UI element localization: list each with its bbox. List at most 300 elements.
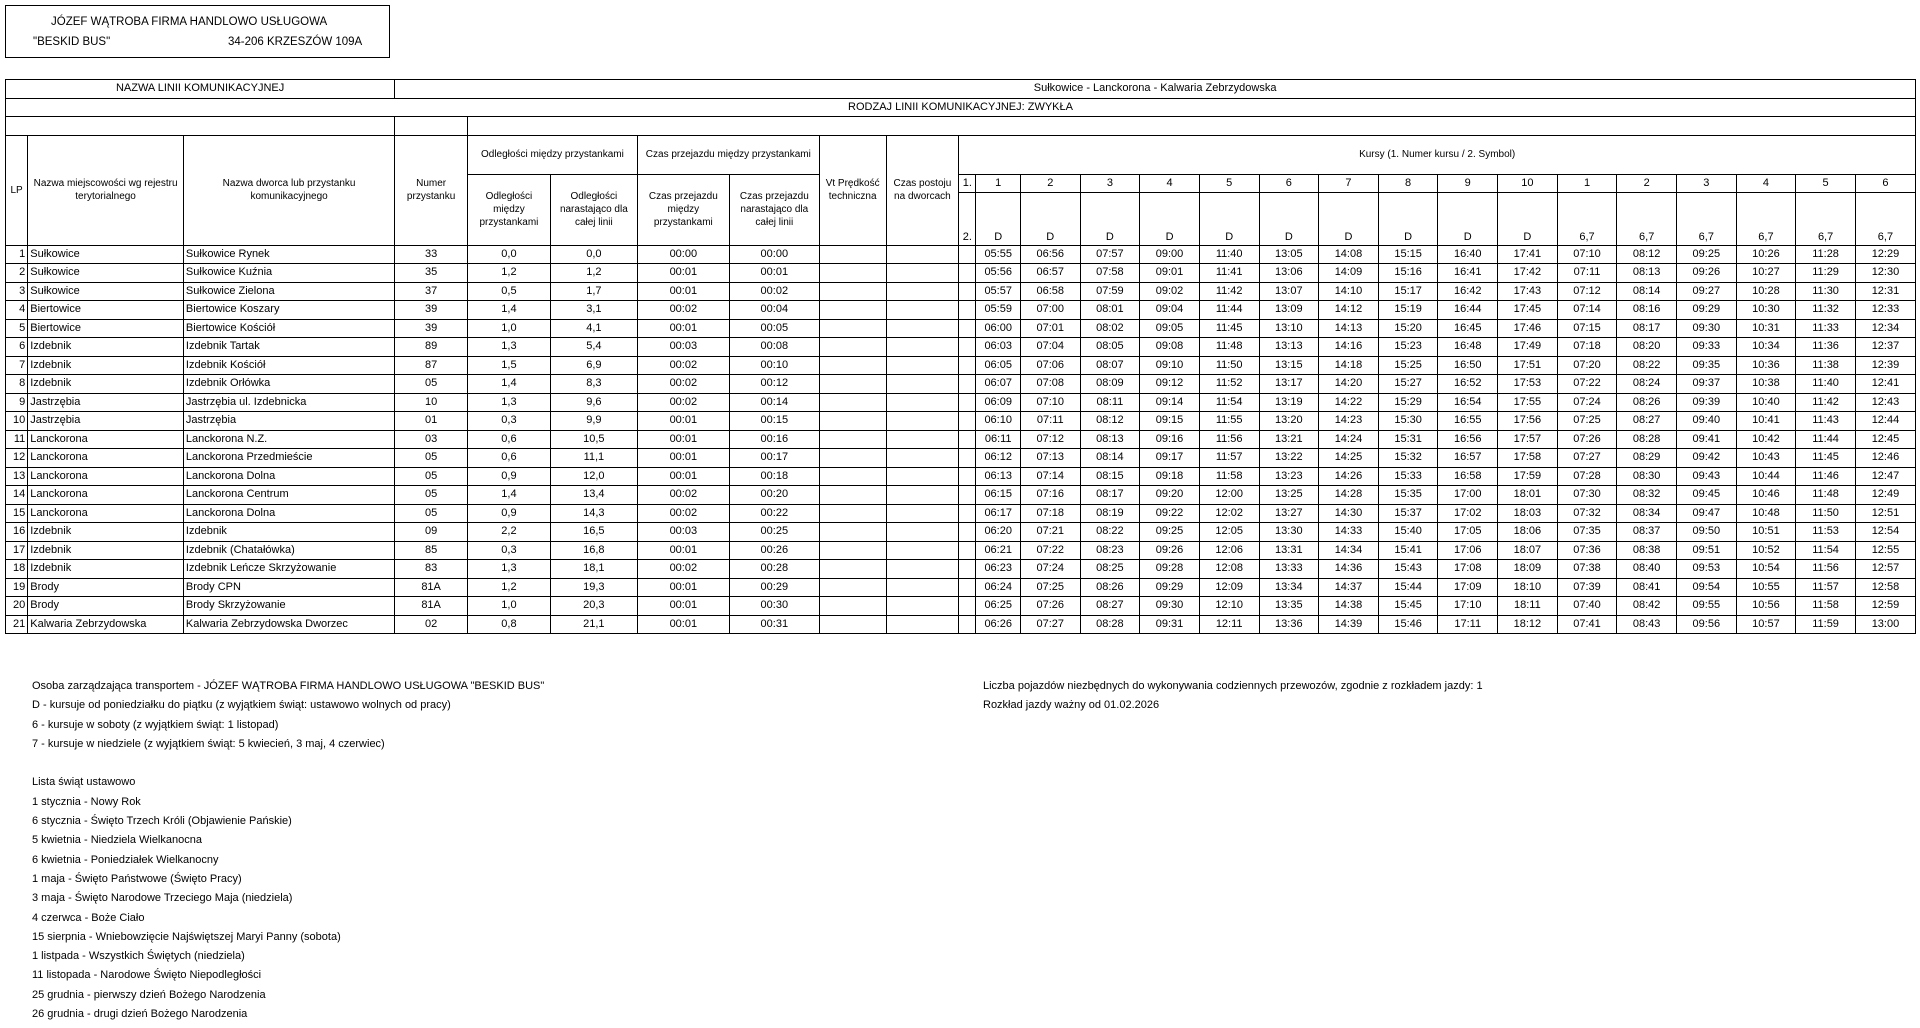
departure-time: 11:30 bbox=[1796, 282, 1856, 301]
departure-time: 08:28 bbox=[1617, 430, 1677, 449]
course-number: 9 bbox=[1438, 174, 1498, 193]
stop-distance: 0,6 bbox=[468, 430, 551, 449]
header-dwell: Czas postoju na dworcach bbox=[886, 135, 959, 245]
departure-time: 09:17 bbox=[1140, 449, 1200, 468]
stop-station: Izdebnik Leńcze Skrzyżowanie bbox=[183, 560, 394, 579]
departure-time: 09:05 bbox=[1140, 319, 1200, 338]
departure-time: 18:01 bbox=[1498, 486, 1558, 505]
departure-time: 18:11 bbox=[1498, 597, 1558, 616]
departure-time: 08:07 bbox=[1080, 356, 1140, 375]
departure-time: 11:29 bbox=[1796, 264, 1856, 283]
departure-time: 10:41 bbox=[1736, 412, 1796, 431]
departure-time: 11:58 bbox=[1796, 597, 1856, 616]
stop-distance-cumulative: 12,0 bbox=[550, 467, 637, 486]
departure-time: 17:08 bbox=[1438, 560, 1498, 579]
stop-locality: Jastrzębia bbox=[28, 393, 184, 412]
departure-time: 07:32 bbox=[1557, 504, 1617, 523]
course-number: 3 bbox=[1676, 174, 1736, 193]
stop-vt bbox=[819, 504, 886, 523]
departure-time: 07:10 bbox=[1557, 245, 1617, 264]
stop-spacer bbox=[959, 301, 976, 320]
departure-time: 07:25 bbox=[1020, 578, 1080, 597]
departure-time: 11:46 bbox=[1796, 467, 1856, 486]
stop-station: Lanckorona Dolna bbox=[183, 504, 394, 523]
stop-station: Izdebnik (Chatałówka) bbox=[183, 541, 394, 560]
departure-time: 08:40 bbox=[1617, 560, 1677, 579]
header-time-between: Czas przejazdu między przystankami bbox=[637, 174, 729, 245]
stop-time-cumulative: 00:14 bbox=[729, 393, 819, 412]
stop-time: 00:01 bbox=[637, 449, 729, 468]
table-row bbox=[6, 375, 1916, 394]
departure-time: 08:15 bbox=[1080, 467, 1140, 486]
table-row bbox=[6, 356, 1916, 375]
spacer-cell bbox=[6, 117, 395, 136]
stop-spacer bbox=[959, 523, 976, 542]
stop-dwell bbox=[886, 430, 959, 449]
header-distance-group: Odległości między przystankami bbox=[468, 135, 638, 174]
departure-time: 08:12 bbox=[1080, 412, 1140, 431]
note-symbol-6: 6 - kursuje w soboty (z wyjątkiem świąt: 1 listopad) bbox=[32, 718, 279, 731]
departure-time: 07:11 bbox=[1020, 412, 1080, 431]
departure-time: 15:44 bbox=[1378, 578, 1438, 597]
departure-time: 14:33 bbox=[1319, 523, 1379, 542]
stop-vt bbox=[819, 449, 886, 468]
departure-time: 08:25 bbox=[1080, 560, 1140, 579]
stop-lp: 2 bbox=[6, 264, 28, 283]
departure-time: 15:40 bbox=[1378, 523, 1438, 542]
departure-time: 07:21 bbox=[1020, 523, 1080, 542]
holiday-item: 1 listpada - Wszystkich Świętych (niedziela) bbox=[32, 950, 245, 963]
stop-locality: Biertowice bbox=[28, 301, 184, 320]
departure-time: 08:02 bbox=[1080, 319, 1140, 338]
stop-distance: 2,2 bbox=[468, 523, 551, 542]
stop-time: 00:02 bbox=[637, 504, 729, 523]
departure-time: 17:56 bbox=[1498, 412, 1558, 431]
stop-dwell bbox=[886, 245, 959, 264]
stop-locality: Biertowice bbox=[28, 319, 184, 338]
departure-time: 06:20 bbox=[976, 523, 1020, 542]
course-symbol: 6,7 bbox=[1617, 193, 1677, 245]
departure-time: 14:08 bbox=[1319, 245, 1379, 264]
departure-time: 12:54 bbox=[1855, 523, 1915, 542]
departure-time: 15:41 bbox=[1378, 541, 1438, 560]
departure-time: 06:05 bbox=[976, 356, 1020, 375]
departure-time: 06:10 bbox=[976, 412, 1020, 431]
timetable bbox=[5, 79, 1916, 634]
stop-distance-cumulative: 10,5 bbox=[550, 430, 637, 449]
departure-time: 11:48 bbox=[1796, 486, 1856, 505]
departure-time: 14:23 bbox=[1319, 412, 1379, 431]
stop-locality: Brody bbox=[28, 597, 184, 616]
stop-time: 00:01 bbox=[637, 430, 729, 449]
stop-distance: 1,3 bbox=[468, 338, 551, 357]
departure-time: 10:52 bbox=[1736, 541, 1796, 560]
stop-time: 00:00 bbox=[637, 245, 729, 264]
stop-spacer bbox=[959, 282, 976, 301]
stop-vt bbox=[819, 393, 886, 412]
stop-lp: 14 bbox=[6, 486, 28, 505]
departure-time: 12:10 bbox=[1199, 597, 1259, 616]
stop-vt bbox=[819, 430, 886, 449]
departure-time: 07:28 bbox=[1557, 467, 1617, 486]
stop-dwell bbox=[886, 319, 959, 338]
departure-time: 08:01 bbox=[1080, 301, 1140, 320]
departure-time: 09:16 bbox=[1140, 430, 1200, 449]
stop-number: 39 bbox=[395, 319, 468, 338]
stop-time: 00:01 bbox=[637, 578, 729, 597]
stop-spacer bbox=[959, 541, 976, 560]
departure-time: 12:33 bbox=[1855, 301, 1915, 320]
stop-time: 00:02 bbox=[637, 393, 729, 412]
departure-time: 07:57 bbox=[1080, 245, 1140, 264]
stop-locality: Lanckorona bbox=[28, 467, 184, 486]
departure-time: 13:27 bbox=[1259, 504, 1319, 523]
stop-distance-cumulative: 1,7 bbox=[550, 282, 637, 301]
departure-time: 06:57 bbox=[1020, 264, 1080, 283]
holiday-item: 1 maja - Święto Państwowe (Święto Pracy) bbox=[32, 872, 242, 885]
stop-distance-cumulative: 8,3 bbox=[550, 375, 637, 394]
course-symbol: D bbox=[976, 193, 1020, 245]
departure-time: 08:24 bbox=[1617, 375, 1677, 394]
departure-time: 09:18 bbox=[1140, 467, 1200, 486]
departure-time: 08:20 bbox=[1617, 338, 1677, 357]
stop-time: 00:01 bbox=[637, 412, 729, 431]
departure-time: 09:45 bbox=[1676, 486, 1736, 505]
departure-time: 16:48 bbox=[1438, 338, 1498, 357]
company-address: 34-206 KRZESZÓW 109A bbox=[228, 36, 363, 48]
stop-lp: 20 bbox=[6, 597, 28, 616]
stop-lp: 1 bbox=[6, 245, 28, 264]
departure-time: 13:25 bbox=[1259, 486, 1319, 505]
stop-spacer bbox=[959, 375, 976, 394]
departure-time: 13:34 bbox=[1259, 578, 1319, 597]
departure-time: 08:30 bbox=[1617, 467, 1677, 486]
departure-time: 09:31 bbox=[1140, 615, 1200, 634]
departure-time: 07:06 bbox=[1020, 356, 1080, 375]
stop-vt bbox=[819, 541, 886, 560]
stop-number: 05 bbox=[395, 504, 468, 523]
departure-time: 09:29 bbox=[1676, 301, 1736, 320]
departure-time: 11:54 bbox=[1796, 541, 1856, 560]
departure-time: 12:46 bbox=[1855, 449, 1915, 468]
departure-time: 12:34 bbox=[1855, 319, 1915, 338]
departure-time: 07:27 bbox=[1020, 615, 1080, 634]
line-type: RODZAJ LINII KOMUNIKACYJNEJ: ZWYKŁA bbox=[6, 98, 1916, 117]
departure-time: 12:43 bbox=[1855, 393, 1915, 412]
stop-time: 00:02 bbox=[637, 356, 729, 375]
stop-lp: 11 bbox=[6, 430, 28, 449]
stop-number: 05 bbox=[395, 467, 468, 486]
stop-number: 03 bbox=[395, 430, 468, 449]
stop-dwell bbox=[886, 597, 959, 616]
departure-time: 15:32 bbox=[1378, 449, 1438, 468]
departure-time: 10:42 bbox=[1736, 430, 1796, 449]
stop-number: 83 bbox=[395, 560, 468, 579]
table-row bbox=[6, 449, 1916, 468]
stop-lp: 8 bbox=[6, 375, 28, 394]
departure-time: 08:22 bbox=[1080, 523, 1140, 542]
stop-lp: 9 bbox=[6, 393, 28, 412]
departure-time: 15:20 bbox=[1378, 319, 1438, 338]
stop-locality: Lanckorona bbox=[28, 504, 184, 523]
departure-time: 10:34 bbox=[1736, 338, 1796, 357]
course-symbol: D bbox=[1140, 193, 1200, 245]
stop-number: 05 bbox=[395, 486, 468, 505]
stop-dwell bbox=[886, 412, 959, 431]
departure-time: 08:11 bbox=[1080, 393, 1140, 412]
stop-dwell bbox=[886, 541, 959, 560]
departure-time: 12:49 bbox=[1855, 486, 1915, 505]
holiday-item: 15 sierpnia - Wniebowzięcie Najświętszej Maryi Panny (sobota) bbox=[32, 930, 341, 943]
departure-time: 10:56 bbox=[1736, 597, 1796, 616]
stop-vt bbox=[819, 486, 886, 505]
departure-time: 11:43 bbox=[1796, 412, 1856, 431]
departure-time: 07:14 bbox=[1020, 467, 1080, 486]
departure-time: 14:12 bbox=[1319, 301, 1379, 320]
departure-time: 05:59 bbox=[976, 301, 1020, 320]
departure-time: 17:53 bbox=[1498, 375, 1558, 394]
departure-time: 13:00 bbox=[1855, 615, 1915, 634]
stop-distance: 0,9 bbox=[468, 467, 551, 486]
stop-vt bbox=[819, 338, 886, 357]
departure-time: 17:45 bbox=[1498, 301, 1558, 320]
stop-distance-cumulative: 20,3 bbox=[550, 597, 637, 616]
departure-time: 13:10 bbox=[1259, 319, 1319, 338]
stop-dwell bbox=[886, 467, 959, 486]
stop-time-cumulative: 00:02 bbox=[729, 282, 819, 301]
table-row bbox=[6, 282, 1916, 301]
departure-time: 07:26 bbox=[1557, 430, 1617, 449]
header-time-cumulative: Czas przejazdu narastająco dla całej linii bbox=[729, 174, 819, 245]
stop-time: 00:02 bbox=[637, 375, 729, 394]
departure-time: 08:23 bbox=[1080, 541, 1140, 560]
departure-time: 13:21 bbox=[1259, 430, 1319, 449]
stop-number: 02 bbox=[395, 615, 468, 634]
stop-vt bbox=[819, 412, 886, 431]
stop-number: 37 bbox=[395, 282, 468, 301]
departure-time: 10:26 bbox=[1736, 245, 1796, 264]
departure-time: 10:38 bbox=[1736, 375, 1796, 394]
departure-time: 15:33 bbox=[1378, 467, 1438, 486]
stop-number: 01 bbox=[395, 412, 468, 431]
stop-station: Izdebnik Kościół bbox=[183, 356, 394, 375]
departure-time: 10:44 bbox=[1736, 467, 1796, 486]
stop-dwell bbox=[886, 282, 959, 301]
table-row bbox=[6, 430, 1916, 449]
holiday-list bbox=[32, 793, 544, 1025]
stop-distance-cumulative: 6,9 bbox=[550, 356, 637, 375]
stop-dwell bbox=[886, 560, 959, 579]
departure-time: 14:09 bbox=[1319, 264, 1379, 283]
holiday-item: 6 stycznia - Święto Trzech Króli (Objawienie Pańskie) bbox=[32, 815, 292, 828]
departure-time: 08:26 bbox=[1617, 393, 1677, 412]
stop-time-cumulative: 00:29 bbox=[729, 578, 819, 597]
stop-distance: 1,5 bbox=[468, 356, 551, 375]
table-row bbox=[6, 393, 1916, 412]
stop-dwell bbox=[886, 356, 959, 375]
stop-lp: 21 bbox=[6, 615, 28, 634]
stop-number: 10 bbox=[395, 393, 468, 412]
stop-station: Brody CPN bbox=[183, 578, 394, 597]
departure-time: 18:09 bbox=[1498, 560, 1558, 579]
departure-time: 09:41 bbox=[1676, 430, 1736, 449]
departure-time: 14:36 bbox=[1319, 560, 1379, 579]
departure-time: 07:18 bbox=[1557, 338, 1617, 357]
stop-station: Lanckorona Centrum bbox=[183, 486, 394, 505]
stop-number: 35 bbox=[395, 264, 468, 283]
stop-locality: Izdebnik bbox=[28, 541, 184, 560]
departure-time: 11:57 bbox=[1199, 449, 1259, 468]
departure-time: 16:50 bbox=[1438, 356, 1498, 375]
departure-time: 07:22 bbox=[1557, 375, 1617, 394]
stop-distance-cumulative: 0,0 bbox=[550, 245, 637, 264]
departure-time: 09:37 bbox=[1676, 375, 1736, 394]
departure-time: 06:56 bbox=[1020, 245, 1080, 264]
departure-time: 06:12 bbox=[976, 449, 1020, 468]
stop-locality: Kalwaria Zebrzydowska bbox=[28, 615, 184, 634]
course-number: 1 bbox=[976, 174, 1020, 193]
departure-time: 13:22 bbox=[1259, 449, 1319, 468]
departure-time: 07:24 bbox=[1557, 393, 1617, 412]
stop-distance: 1,2 bbox=[468, 578, 551, 597]
departure-time: 10:57 bbox=[1736, 615, 1796, 634]
company-header bbox=[5, 5, 390, 58]
stop-station: Izdebnik Tartak bbox=[183, 338, 394, 357]
departure-time: 13:13 bbox=[1259, 338, 1319, 357]
stop-spacer bbox=[959, 597, 976, 616]
stop-lp: 10 bbox=[6, 412, 28, 431]
departure-time: 07:39 bbox=[1557, 578, 1617, 597]
stop-distance-cumulative: 1,2 bbox=[550, 264, 637, 283]
departure-time: 09:04 bbox=[1140, 301, 1200, 320]
stop-time: 00:01 bbox=[637, 319, 729, 338]
stop-dwell bbox=[886, 523, 959, 542]
stop-locality: Izdebnik bbox=[28, 338, 184, 357]
departure-time: 15:30 bbox=[1378, 412, 1438, 431]
departure-time: 07:15 bbox=[1557, 319, 1617, 338]
departure-time: 10:46 bbox=[1736, 486, 1796, 505]
departure-time: 18:12 bbox=[1498, 615, 1558, 634]
notes-left bbox=[32, 677, 544, 1024]
stop-distance: 0,3 bbox=[468, 412, 551, 431]
stop-vt bbox=[819, 615, 886, 634]
departure-time: 16:40 bbox=[1438, 245, 1498, 264]
stop-time-cumulative: 00:30 bbox=[729, 597, 819, 616]
stop-distance: 1,3 bbox=[468, 393, 551, 412]
table-row bbox=[6, 338, 1916, 357]
stop-distance-cumulative: 14,3 bbox=[550, 504, 637, 523]
departure-time: 12:59 bbox=[1855, 597, 1915, 616]
departure-time: 11:50 bbox=[1796, 504, 1856, 523]
stop-dwell bbox=[886, 338, 959, 357]
stop-vt bbox=[819, 560, 886, 579]
stop-station: Sułkowice Rynek bbox=[183, 245, 394, 264]
departure-time: 07:10 bbox=[1020, 393, 1080, 412]
departure-time: 14:13 bbox=[1319, 319, 1379, 338]
course-number: 7 bbox=[1319, 174, 1379, 193]
departure-time: 11:50 bbox=[1199, 356, 1259, 375]
header-stop-number: Numer przystanku bbox=[395, 135, 468, 245]
holiday-item: 1 stycznia - Nowy Rok bbox=[32, 795, 141, 808]
departure-time: 07:30 bbox=[1557, 486, 1617, 505]
stop-spacer bbox=[959, 615, 976, 634]
stop-time-cumulative: 00:08 bbox=[729, 338, 819, 357]
course-number-row-label: 1. bbox=[959, 174, 976, 193]
departure-time: 11:48 bbox=[1199, 338, 1259, 357]
stop-time: 00:01 bbox=[637, 264, 729, 283]
stop-dwell bbox=[886, 393, 959, 412]
stop-station: Brody Skrzyżowanie bbox=[183, 597, 394, 616]
departure-time: 09:28 bbox=[1140, 560, 1200, 579]
stop-distance: 1,0 bbox=[468, 319, 551, 338]
spacer-cell bbox=[468, 117, 1916, 136]
stop-vt bbox=[819, 523, 886, 542]
stop-time-cumulative: 00:28 bbox=[729, 560, 819, 579]
stop-lp: 7 bbox=[6, 356, 28, 375]
stop-dwell bbox=[886, 578, 959, 597]
departure-time: 13:17 bbox=[1259, 375, 1319, 394]
departure-time: 14:24 bbox=[1319, 430, 1379, 449]
departure-time: 18:03 bbox=[1498, 504, 1558, 523]
stop-time-cumulative: 00:20 bbox=[729, 486, 819, 505]
departure-time: 06:26 bbox=[976, 615, 1020, 634]
departure-time: 09:47 bbox=[1676, 504, 1736, 523]
notes-right bbox=[983, 677, 1483, 716]
departure-time: 12:29 bbox=[1855, 245, 1915, 264]
departure-time: 07:27 bbox=[1557, 449, 1617, 468]
stop-station: Sułkowice Kuźnia bbox=[183, 264, 394, 283]
departure-time: 14:25 bbox=[1319, 449, 1379, 468]
departure-time: 09:30 bbox=[1140, 597, 1200, 616]
departure-time: 09:10 bbox=[1140, 356, 1200, 375]
stop-spacer bbox=[959, 338, 976, 357]
departure-time: 17:00 bbox=[1438, 486, 1498, 505]
stop-distance: 1,4 bbox=[468, 301, 551, 320]
course-symbol-row-label: 2. bbox=[959, 193, 976, 245]
stop-dwell bbox=[886, 301, 959, 320]
departure-time: 15:19 bbox=[1378, 301, 1438, 320]
departure-time: 07:36 bbox=[1557, 541, 1617, 560]
departure-time: 07:25 bbox=[1557, 412, 1617, 431]
header-courses: Kursy (1. Numer kursu / 2. Symbol) bbox=[959, 135, 1916, 174]
departure-time: 09:56 bbox=[1676, 615, 1736, 634]
stop-locality: Izdebnik bbox=[28, 356, 184, 375]
stop-vt bbox=[819, 245, 886, 264]
departure-time: 16:54 bbox=[1438, 393, 1498, 412]
stop-time-cumulative: 00:04 bbox=[729, 301, 819, 320]
departure-time: 15:29 bbox=[1378, 393, 1438, 412]
stop-vt bbox=[819, 301, 886, 320]
departure-time: 09:25 bbox=[1140, 523, 1200, 542]
departure-time: 11:42 bbox=[1796, 393, 1856, 412]
departure-time: 07:40 bbox=[1557, 597, 1617, 616]
departure-time: 11:42 bbox=[1199, 282, 1259, 301]
stop-vt bbox=[819, 264, 886, 283]
departure-time: 13:09 bbox=[1259, 301, 1319, 320]
stop-dwell bbox=[886, 449, 959, 468]
departure-time: 11:45 bbox=[1199, 319, 1259, 338]
departure-time: 08:09 bbox=[1080, 375, 1140, 394]
departure-time: 17:09 bbox=[1438, 578, 1498, 597]
note-symbol-d: D - kursuje od poniedziałku do piątku (z wyjątkiem świąt: ustawowo wolnych od pracy) bbox=[32, 699, 451, 712]
stop-spacer bbox=[959, 578, 976, 597]
departure-time: 14:28 bbox=[1319, 486, 1379, 505]
holiday-item: 25 grudnia - pierwszy dzień Bożego Narodzenia bbox=[32, 988, 266, 1001]
departure-time: 07:13 bbox=[1020, 449, 1080, 468]
stop-station: Lanckorona Dolna bbox=[183, 467, 394, 486]
stop-time: 00:03 bbox=[637, 338, 729, 357]
stop-distance: 0,0 bbox=[468, 245, 551, 264]
